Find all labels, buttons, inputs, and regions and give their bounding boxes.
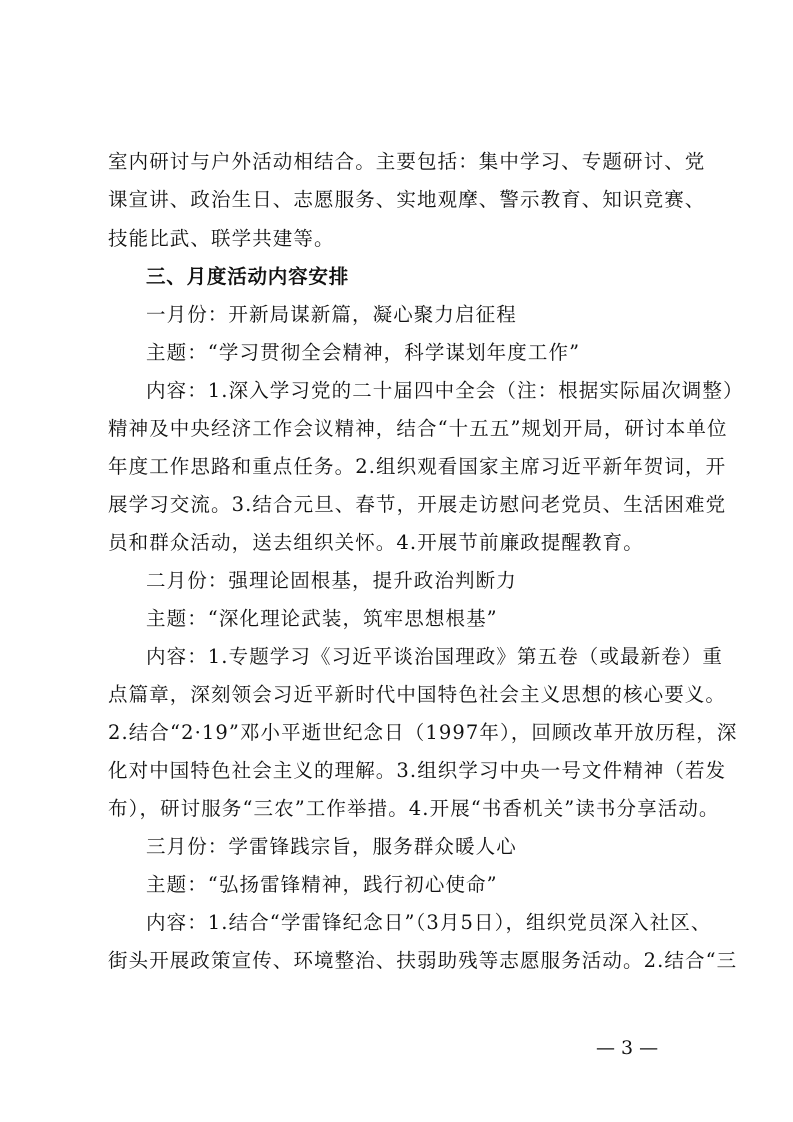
theme-line-january: 主题：“学习贯彻全会精神，科学谋划年度工作” [146,341,581,364]
body-text-line: 技能比武、联学共建等。 [108,227,335,250]
theme-line-march: 主题：“弘扬雷锋精神，践行初心使命” [146,873,498,896]
page-number: — 3 — [596,1037,659,1059]
content-line: 内容：1.深入学习党的二十届四中全会（注：根据实际届次调整） [146,379,744,402]
body-text-line: 点篇章，深刻领会习近平新时代中国特色社会主义思想的核心要义。 [108,683,727,706]
body-text-line: 课宣讲、政治生日、志愿服务、实地观摩、警示教育、知识竞赛、 [108,188,706,211]
body-text-line: 布），研讨服务“三农”工作举措。4.开展“书香机关”读书分享活动。 [108,797,720,820]
body-text-line: 化对中国特色社会主义的理解。3.组织学习中央一号文件精神（若发 [108,759,727,782]
body-text-line: 室内研讨与户外活动相结合。主要包括：集中学习、专题研讨、党 [108,150,706,173]
section-heading: 三、月度活动内容安排 [146,265,350,288]
month-title-march: 三月份：学雷锋践宗旨，服务群众暖人心 [146,835,517,858]
content-line: 内容：1.专题学习《习近平谈治国理政》第五卷（或最新卷）重 [146,645,724,668]
body-text-line: 展学习交流。3.结合元旦、春节，开展走访慰问老党员、生活困难党 [108,493,727,516]
body-text-line: 精神及中央经济工作会议精神，结合“十五五”规划开局，研讨本单位 [108,417,728,440]
theme-line-february: 主题：“深化理论武装，筑牢思想根基” [146,607,498,630]
body-text-line: 年度工作思路和重点任务。2.组织观看国家主席习近平新年贺词，开 [108,455,727,478]
body-text-line: 街头开展政策宣传、环境整治、扶弱助残等志愿服务活动。2.结合“三 [108,949,738,972]
content-line: 内容：1.结合“学雷锋纪念日”（3月5日），组织党员深入社区、 [146,911,712,934]
month-title-february: 二月份：强理论固根基，提升政治判断力 [146,569,517,592]
body-text-line: 2.结合“2·19”邓小平逝世纪念日（1997年），回顾改革开放历程，深 [108,721,738,744]
body-text-line: 员和群众活动，送去组织关怀。4.开展节前廉政提醒教育。 [108,531,644,554]
month-title-january: 一月份：开新局谋新篇，凝心聚力启征程 [146,303,517,326]
